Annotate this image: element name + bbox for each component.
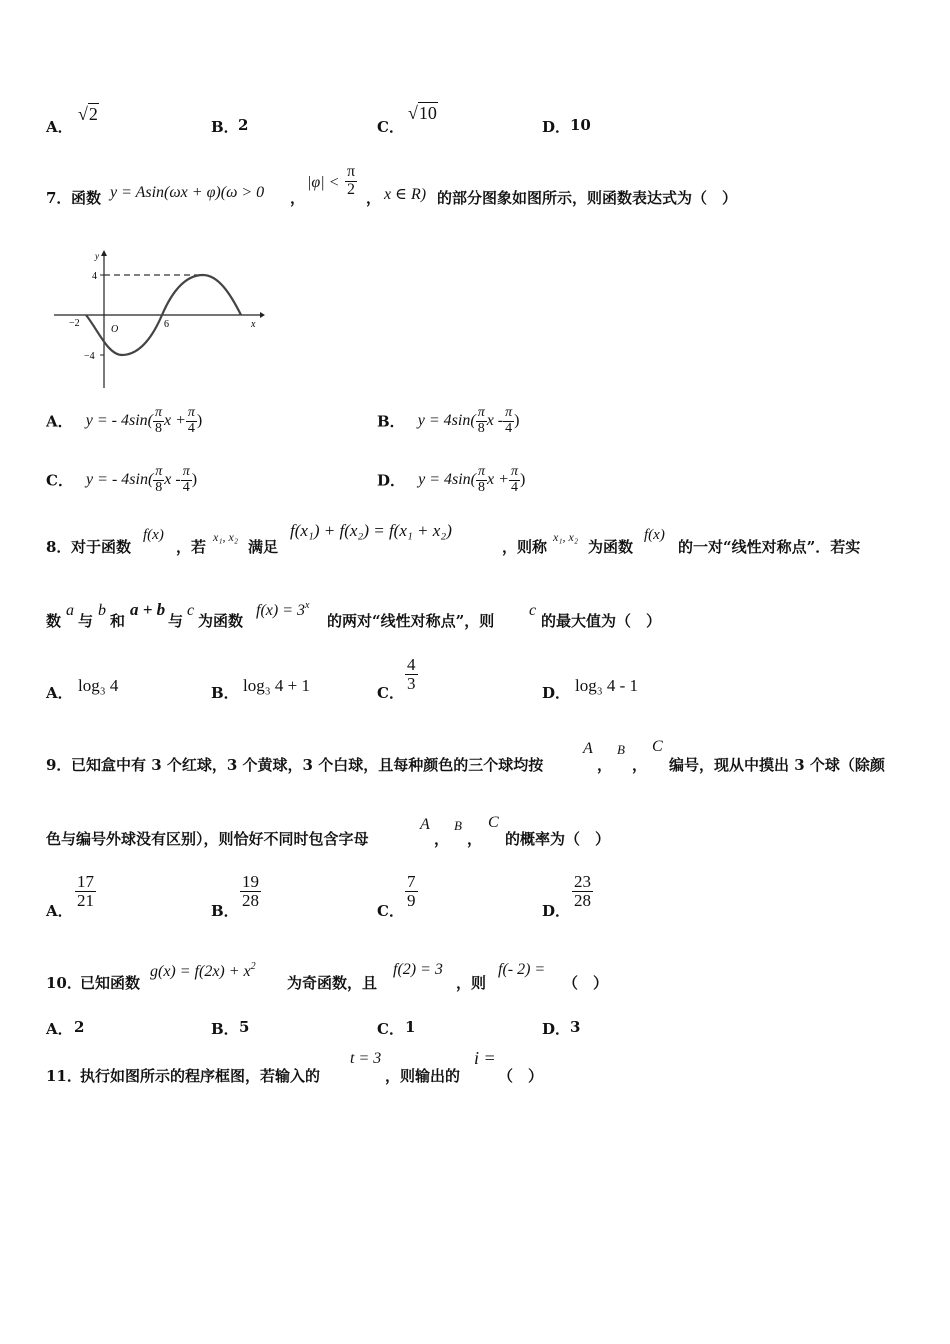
q8-fx-2: f(x) [644,527,665,543]
q8-text-1: 对于函数 [71,538,132,556]
q9-text-2: 编号，现从中摸出 3 个球（除颜 [669,756,885,774]
q7-sine-graph [50,248,265,390]
q8-option-a-label: A． [46,684,73,702]
q9-line2-comma-2: ， [467,830,483,848]
q9-option-d-fraction: $\frac{23}{28}$ [574,872,591,910]
q10-option-a-value: 2 [74,1018,85,1036]
q8-c-2: c [529,602,537,619]
q7-option-d-end: ) [519,471,526,489]
q7-option-c [46,465,197,495]
q10-g-definition: $g(x) = f(2x) + x^2$ [150,961,256,980]
q8-option-c-fraction: $\frac{4}{3}$ [407,655,416,693]
q8-line2-text-3: 和 [110,612,126,630]
q10-option-d-value: 3 [570,1018,581,1036]
q7-pi-over-2: $\frac{\pi}{2}$ [347,163,356,198]
q6-option-c-value: √10 [408,103,437,123]
q10-option-d-label: D． [542,1020,571,1038]
q10-option-a-label: A． [46,1020,73,1038]
q9-number: 9． [46,756,72,774]
q7-formula: y = Asin(ωx + φ)(ω > 0 [110,184,265,201]
q7-option-a-frac1: $\frac{\pi}{8}$ [154,405,162,436]
q9-line2-text-1: 色与编号外球没有区别），则恰好不同时包含字母 [46,830,369,848]
q7-option-b-mid: x - [486,412,504,430]
q7-option-b-lhs: y = 4sin( [417,412,476,430]
q8-line2-text-6: 的两对“线性对称点”，则 [327,612,495,630]
q10-number: 10． [46,974,82,992]
q8-text-6: 的一对“线性对称点”．若实 [678,538,861,556]
q8-x1x2: x₁, x₂ [213,530,238,544]
x-axis-label: x [251,319,256,330]
q8-a-plus-b: a + b [130,600,166,619]
q7-option-a-lhs: y = - 4sin( [85,412,153,430]
q9-line2-text-2: 的概率为（ ） [505,830,611,848]
q9-option-c-fraction: $\frac{7}{9}$ [407,872,416,910]
y-axis-arrow [101,250,107,256]
q10-text-4: （ ） [563,974,609,992]
q9-letter-a: A [583,740,593,757]
q8-fx: f(x) [143,527,164,543]
q9-option-a-label: A． [46,902,73,920]
y-axis-label: y [95,251,99,261]
q8-text-3: 满足 [248,538,279,556]
q10-text-2: 为奇函数，且 [287,974,378,992]
q11-t-equals-3: t = 3 [350,1050,382,1067]
q9-line2-letter-c: C [488,814,499,831]
q8-line2-text-4: 与 [168,612,184,630]
q11-text-1: 执行如图所示的程序框图，若输入的 [80,1067,321,1085]
q10-option-c-value: 1 [405,1018,416,1036]
q7-option-b-frac1: $\frac{\pi}{8}$ [477,405,485,436]
q7-number: 7． [46,189,72,207]
q9-option-b-fraction: $\frac{19}{28}$ [242,872,259,910]
q8-option-d-label: D． [542,684,571,702]
q9-option-c-label: C． [377,902,404,920]
q10-option-c-label: C． [377,1020,404,1038]
q7-comma: ， [290,189,306,207]
q7-option-d-frac1: $\frac{\pi}{8}$ [478,464,486,495]
q7-option-c-frac1: $\frac{\pi}{8}$ [155,464,163,495]
origin-label: O [111,324,119,335]
q7-option-b-frac2: $\frac{\pi}{4}$ [505,405,513,436]
q8-b: b [98,602,106,619]
q9-line2-letter-b: B [454,818,462,833]
q8-line2-text-1: 数 [46,612,62,630]
q11-number: 11． [46,1067,82,1085]
q7-option-c-end: ) [191,471,198,489]
q7-option-a-frac2: $\frac{\pi}{4}$ [187,405,195,436]
q7-option-b-end: ) [514,412,520,430]
q8-line2-text-5: 为函数 [198,612,244,630]
tick-label-neg2: −2 [69,318,80,329]
q7-option-d [377,465,525,495]
q8-option-d-value: log₃ 4 - 1 [575,676,639,695]
q7-option-a-end: ) [196,412,203,430]
q8-line2-text-2: 与 [78,612,94,630]
q8-option-c-label: C． [377,684,404,702]
q9-option-d-label: D． [542,902,571,920]
q10-option-b-label: B． [211,1020,239,1038]
q7-phi-condition: |φ| < [307,174,340,191]
tick-label-neg4: −4 [84,351,95,362]
q7-option-c-frac2: $\frac{\pi}{4}$ [182,464,190,495]
q7-option-d-label: D． [377,471,406,490]
q8-equation: f(x₁) + f(x₂) = f(x₁ + x₂) [290,521,452,540]
q8-text-2: ，若 [176,538,207,556]
q7-option-a-label: A． [46,412,73,431]
q7-prefix: 函数 [71,189,102,207]
q7-option-b [377,406,519,436]
q11-text-4: （ ） [498,1067,544,1085]
q6-option-d-label: D． [542,118,571,136]
q7-domain: x ∈ R) [384,186,427,203]
q8-line2-text-7: 的最大值为（ ） [541,612,662,630]
q10-f2: f(2) = 3 [393,961,443,978]
q8-a: a [66,602,74,619]
q8-option-b-value: log₃ 4 + 1 [243,676,310,695]
q10-option-b-value: 5 [239,1018,250,1036]
q10-text-1: 已知函数 [80,974,141,992]
q6-option-a-value: √2 [78,104,98,124]
q8-f3x: $f(x) = 3^x$ [256,600,310,619]
q7-option-a-mid: x + [163,412,186,430]
q7-option-d-lhs: y = 4sin( [418,471,477,489]
q6-option-a-label: A． [46,118,73,136]
q7-option-a [46,406,202,436]
q7-option-d-mid: x + [487,471,509,489]
q11-i-equals: i = [474,1048,496,1068]
q7-option-b-label: B． [377,412,405,431]
q7-suffix: 的部分图象如图所示，则函数表达式为（ ） [437,189,738,207]
q7-option-c-mid: x - [164,471,181,489]
q9-option-a-fraction: $\frac{17}{21}$ [77,872,94,910]
x-axis-arrow [260,312,265,318]
tick-label-4: 4 [92,271,97,282]
tick-label-6: 6 [164,319,169,330]
q8-text-5: 为函数 [588,538,634,556]
q9-line2-comma-1: ， [434,830,450,848]
q7-option-c-label: C． [46,471,73,490]
q9-letter-b: B [617,742,625,757]
q8-x1x2-2: x₁, x₂ [553,530,578,544]
q9-option-b-label: B． [211,902,239,920]
q6-option-d-value: 10 [570,116,591,134]
q9-letter-c: C [652,738,663,755]
q8-number: 8． [46,538,72,556]
q6-option-c-label: C． [377,118,404,136]
q8-c: c [187,602,195,619]
q6-option-b-value: 2 [238,116,249,134]
q7-option-c-lhs: y = - 4sin( [86,471,154,489]
q7-comma-2: ， [366,189,382,207]
q9-text-1: 已知盒中有 3 个红球，3 个黄球，3 个白球，且每种颜色的三个球均按 [71,756,544,774]
q10-f-neg2: f(- 2) = [498,961,546,978]
q8-text-4: ，则称 [502,538,548,556]
q6-option-b-label: B． [211,118,239,136]
q9-comma-2: ， [632,756,648,774]
q8-option-a-value: log₃ 4 [78,676,119,695]
q9-line2-letter-a: A [420,816,430,833]
q8-option-b-label: B． [211,684,239,702]
q7-option-d-frac2: $\frac{\pi}{4}$ [510,464,518,495]
q10-text-3: ，则 [456,974,487,992]
q9-comma-1: ， [597,756,613,774]
q11-text-2: ，则输出的 [385,1067,461,1085]
